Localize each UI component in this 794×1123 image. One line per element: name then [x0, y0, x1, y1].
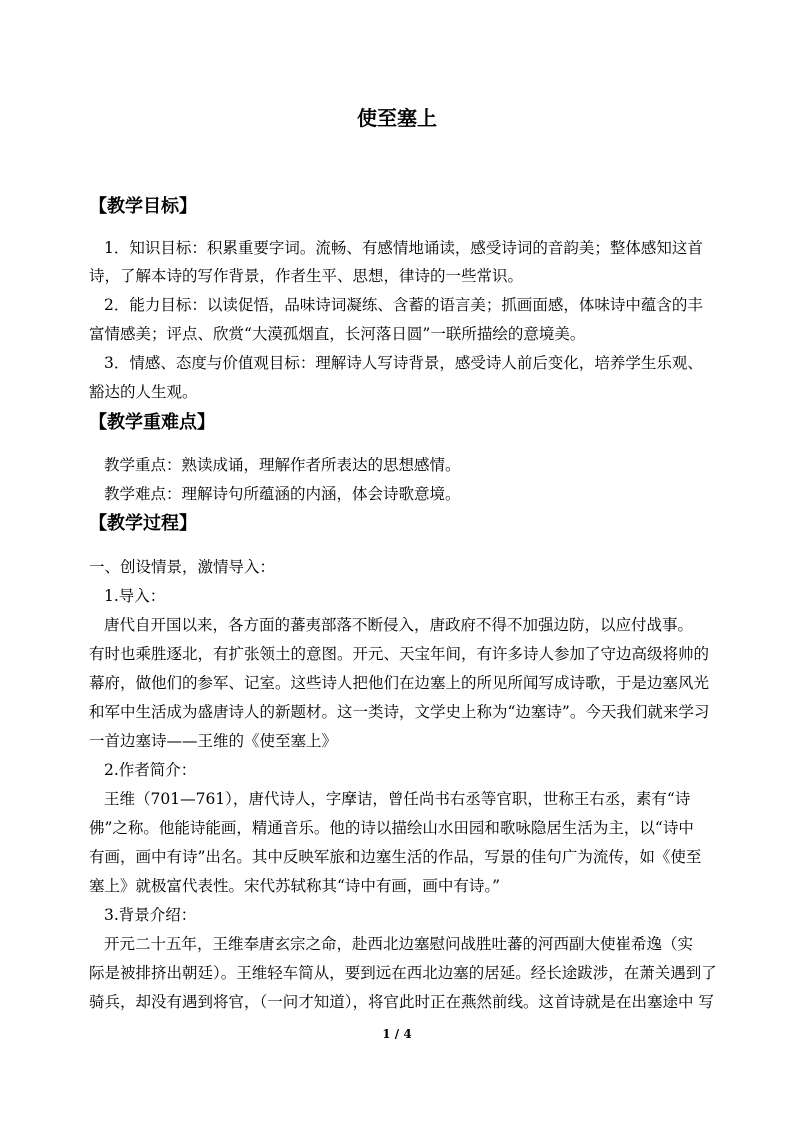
paragraph-line: 教学重点：熟读成诵，理解作者所表达的思想感情。 — [104, 456, 461, 474]
paragraph-line: 教学难点：理解诗句所蕴涵的内涵，体会诗歌意境。 — [104, 485, 461, 503]
paragraph-line: 幕府，做他们的参军、记室。这些诗人把他们在边塞上的所见所闻写成诗歌，于是边塞风光 — [89, 674, 710, 692]
paragraph-line: 和军中生活成为盛唐诗人的新题材。这一类诗，文学史上称为“边塞诗”。今天我们就来学习 — [89, 703, 710, 721]
document-title: 使至塞上 — [357, 106, 437, 130]
paragraph-line: 开元二十五年，王维奉唐玄宗之命，赴西北边塞慰问战胜吐蕃的河西副大使崔希逸（实 — [104, 935, 694, 953]
paragraph-line: 有时也乘胜逐北，有扩张领土的意图。开元、天宝年间，有许多诗人参加了守边高级将帅的 — [89, 645, 710, 663]
paragraph-line: 有画，画中有诗”出名。其中反映军旅和边塞生活的作品，写景的佳句广为流传，如《使至 — [89, 848, 702, 866]
paragraph-line: 豁达的人生观。 — [89, 383, 198, 401]
section-heading-goals: 【教学目标】 — [89, 196, 197, 217]
paragraph-line: 一首边塞诗——王维的《使至塞上》 — [89, 732, 338, 750]
paragraph-line: 富情感美；评点、欣赏“大漠孤烟直，长河落日圆”一联所描绘的意境美。 — [89, 325, 586, 343]
page-indicator: 1 / 4 — [382, 1027, 412, 1041]
section-heading-keypoints: 【教学重难点】 — [89, 412, 215, 433]
paragraph-line: 一、创设情景，激情导入： — [89, 558, 276, 576]
paragraph-line: 唐代自开国以来，各方面的蕃夷部落不断侵入，唐政府不得不加强边防，以应付战事。 — [104, 616, 694, 634]
paragraph-line: 诗，了解本诗的写作背景，作者生平、思想，律诗的一些常识。 — [89, 267, 524, 285]
paragraph-line: 际是被排挤出朝廷）。王维轻车简从，要到远在西北边塞的居延。经长途跋涉，在萧关遇到了 — [89, 964, 717, 982]
paragraph-line: 1．知识目标：积累重要字词。流畅、有感情地诵读，感受诗词的音韵美；整体感知这首 — [104, 239, 703, 257]
paragraph-line: 3．情感、态度与价值观目标：理解诗人写诗背景，感受诗人前后变化，培养学生乐观、 — [104, 354, 703, 372]
paragraph-line: 塞上》就极富代表性。宋代苏轼称其“诗中有画，画中有诗。” — [89, 877, 501, 895]
paragraph-line: 3.背景介绍： — [104, 906, 197, 924]
paragraph-line: 2.作者简介： — [104, 761, 197, 779]
paragraph-line: 1.导入： — [104, 587, 166, 605]
paragraph-line: 2．能力目标：以读促悟，品味诗词凝练、含蓄的语言美；抓画面感，体味诗中蕴含的丰 — [104, 296, 703, 314]
paragraph-line: 佛”之称。他能诗能画，精通音乐。他的诗以描绘山水田园和歌咏隐居生活为主，以“诗中 — [89, 819, 694, 837]
paragraph-line: 王维（701—761），唐代诗人，字摩诘，曾任尚书右丞等官职，世称王右丞，素有“诗 — [104, 790, 691, 808]
section-heading-process: 【教学过程】 — [89, 513, 197, 534]
paragraph-line: 骑兵，却没有遇到将官，（一问才知道），将官此时正在燕然前线。这首诗就是在出塞途中 写 — [89, 993, 714, 1011]
